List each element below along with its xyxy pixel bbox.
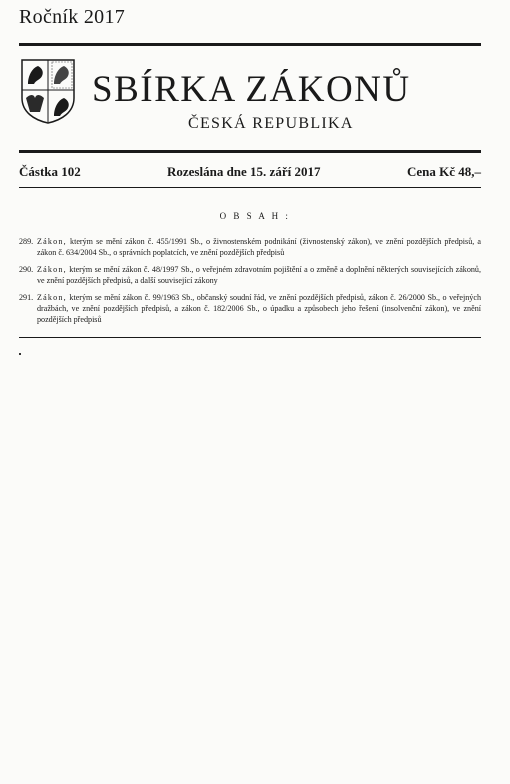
- list-item: [19, 237, 481, 258]
- header-bottom-rule: [19, 150, 481, 153]
- contents-heading: O B S A H :: [219, 211, 291, 221]
- volume-year: Ročník 2017: [19, 6, 126, 28]
- entry-number: 291.: [19, 293, 34, 303]
- distribution-date: Rozeslána dne 15. září 2017: [167, 164, 321, 179]
- list-item: [19, 265, 481, 286]
- czech-coat-of-arms-icon: [20, 58, 76, 124]
- entry-lead: Zákon,: [37, 237, 67, 246]
- contents-list: [19, 237, 481, 332]
- entry-text: [37, 265, 481, 286]
- entry-lead: Zákon,: [37, 293, 67, 303]
- entry-body: kterým se mění zákon č. 48/1997 Sb., o veřejném zdravotním pojištění a o změně a doplnění některých souvisejících zákonů, ve znění pozdějších předpisů, a další související zákony: [37, 265, 481, 285]
- list-item: [19, 293, 481, 325]
- issue-price: Cena Kč 48,–: [406, 164, 481, 179]
- publication-subtitle: ČESKÁ REPUBLIKA: [188, 115, 354, 132]
- bullet-mark: [19, 353, 21, 355]
- meta-rule: [19, 187, 481, 188]
- contents-bottom-rule: [19, 337, 481, 338]
- entry-text: [37, 293, 481, 325]
- entry-number: 290.: [19, 265, 34, 275]
- publication-title: SBÍRKA ZÁKONŮ: [92, 69, 411, 110]
- top-rule: [19, 43, 481, 46]
- issue-number: Částka 102: [19, 164, 81, 179]
- entry-lead: Zákon,: [37, 265, 67, 275]
- entry-number: 289.: [19, 237, 34, 246]
- entry-body: kterým se mění zákon č. 99/1963 Sb., občanský soudní řád, ve znění pozdějších předpisů, zákon č. 26/2000 Sb., o veřejných dražbách, ve znění pozdějších předpisů, a zákon č. 182/2006 Sb., o úpadku a způsobech jeho řešení (insolvenční zákon), ve znění pozdějších předpisů: [37, 293, 481, 324]
- entry-text: [37, 237, 481, 258]
- entry-body: kterým se mění zákon č. 455/1991 Sb., o živnostenském podnikání (živnostenský zákon), ve znění pozdějších předpisů, a zákon č. 634/2004 Sb., o správních poplatcích, ve znění pozdějších předpisů: [37, 237, 481, 257]
